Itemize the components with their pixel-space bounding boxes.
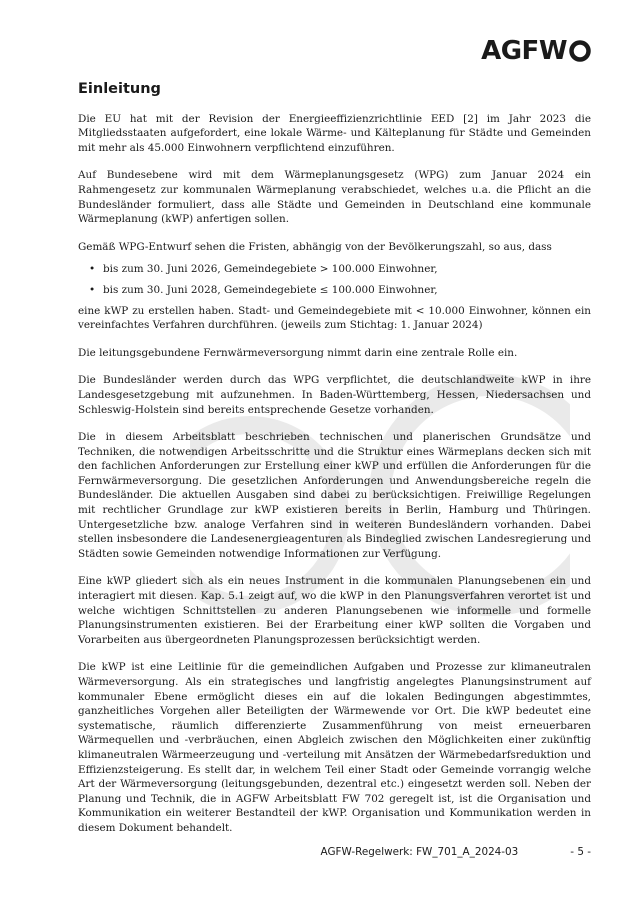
section-title: Einleitung [78, 81, 161, 97]
paragraph-planungsebenen: Eine kWP gliedert sich als ein neues Instrument in die kommunalen Planungsebenen ein und interagiert mit diesen. Kap. 5.1 zeigt auf, wo die kWP in den Planungsverfahren verortet ist und welche wichtigen Schnittstellen zu anderen Planungsebenen wie informelle und formelle Planungsinstrumenten existieren. Bei der Erarbeitung einer kWP sollten die Vorgaben und Vorarbeiten aus übergeordneten Planungsprozessen berücksichtigt werden. [78, 575, 591, 646]
list-item: • bis zum 30. Juni 2026, Gemeindegebiete > 100.000 Einwohner, [78, 262, 591, 277]
paragraph-arbeitsblatt: Die in diesem Arbeitsblatt beschrieben technischen und planerischen Grundsätze und Techniken, die notwendigen Arbeitsschritte und die Struktur eines Wärmeplans decken sich mit den fachlichen Anforderungen zur Erstellung einer kWP und erfüllen die Anforderungen für die Fernwärmeversorgung. Die gesetzlichen Anforderungen und Anwendungsbereiche regeln die Bundesländer. Die aktuellen Ausgaben sind dabei zu berücksichtigen. Freiwillige Regelungen mit rechtlicher Grundlage zur kWP existieren bereits in Berlin, Hamburg und Thüringen. Untergesetzliche bzw. analoge Verfahren sind in weiteren Bundesländern vorhanden. Dabei stellen insbesondere die Landesenergieagenturen als Bindeglied zwischen Landesregierung und Städten sowie Gemeinden notwendige Informationen zur Verfügung. [78, 431, 591, 560]
document-id: AGFW-Regelwerk: FW_701_A_2024-03 [320, 846, 519, 858]
page-content [78, 82, 591, 849]
paragraph-eed: Die EU hat mit der Revision der Energieeffizienzrichtlinie EED [2] im Jahr 2023 die Mitgliedsstaaten aufgefordert, eine lokale Wärme- und Kälteplanung für Städte und Gemeinden mit mehr als 45.000 Einwohnern verpflichtend einzuführen. [78, 112, 591, 154]
paragraph-fernwaerme: Die leitungsgebundene Fernwärmeversorgung nimmt darin eine zentrale Rolle ein. [78, 346, 518, 359]
paragraph-kwp-erstellen: eine kWP zu erstellen haben. Stadt- und Gemeindegebiete mit < 10.000 Einwohner, können ein vereinfachtes Verfahren durchführen. (jeweils zum Stichtag: 1. Januar 2024) [78, 304, 591, 332]
agfw-logo [481, 36, 592, 66]
list-item: • bis zum 30. Juni 2028, Gemeindegebiete ≤ 100.000 Einwohner, [78, 283, 591, 298]
paragraph-leitlinie: Die kWP ist eine Leitlinie für die gemeindlichen Aufgaben und Prozesse zur klimaneutralen Wärmeversorgung. Als ein strategisches und langfristig angelegtes Planungsinstrument auf kommunaler Ebene ermöglicht dieses ein auf die lokalen Bedingungen abgestimmtes, ganzheitliches Vorgehen aller Beteiligten der Wärmewende vor Ort. Die kWP bedeutet eine systematische, räumlich differenzierte Zusammenführung von meist erneuerbaren Wärmequellen und -verbräuchen, einen Abgleich zwischen den Möglichkeiten einer zukünftig klimaneutralen Wärmeerzeugung und -verteilung mit Ansätzen der Wärmebedarfsreduktion und Effizienzsteigerung. Es stellt dar, in welchem Teil einer Stadt oder Gemeinde vorrangig welche Art der Wärmeversorgung (leitungsgebunden, dezentral etc.) eingesetzt werden soll. Neben der Planung und Technik, die in AGFW Arbeitsblatt FW 702 geregelt ist, ist die Organisation und Kommunikation ein weiterer Bestandteil der kWP. Organisation und Kommunikation werden in diesem Dokument behandelt. [78, 661, 591, 834]
page-number: - 5 - [570, 846, 591, 858]
paragraph-bundeslaender: Die Bundesländer werden durch das WPG verpflichtet, die deutschlandweite kWP in ihre Landesgesetzgebung mit aufzunehmen. In Baden-Württemberg, Hessen, Niedersachsen und Schleswig-Holstein sind bereits entsprechende Gesetze vorhanden. [78, 374, 591, 416]
logo-ring-icon [568, 39, 592, 63]
logo-text: AGFW [481, 36, 567, 66]
page-footer [78, 846, 591, 858]
deadline-list [78, 262, 591, 297]
paragraph-wpg: Auf Bundesebene wird mit dem Wärmeplanungsgesetz (WPG) zum Januar 2024 ein Rahmengesetz zur kommunalen Wärmeplanung verabschiedet, welches u.a. die Pflicht an die Bundesländer formuliert, dass alle Städte und Gemeinden in Deutschland eine kommunale Wärmeplanung (kWP) anfertigen sollen. [78, 169, 591, 226]
paragraph-fristen-intro: Gemäß WPG-Entwurf sehen die Fristen, abhängig von der Bevölkerungszahl, so aus, dass [78, 240, 552, 253]
